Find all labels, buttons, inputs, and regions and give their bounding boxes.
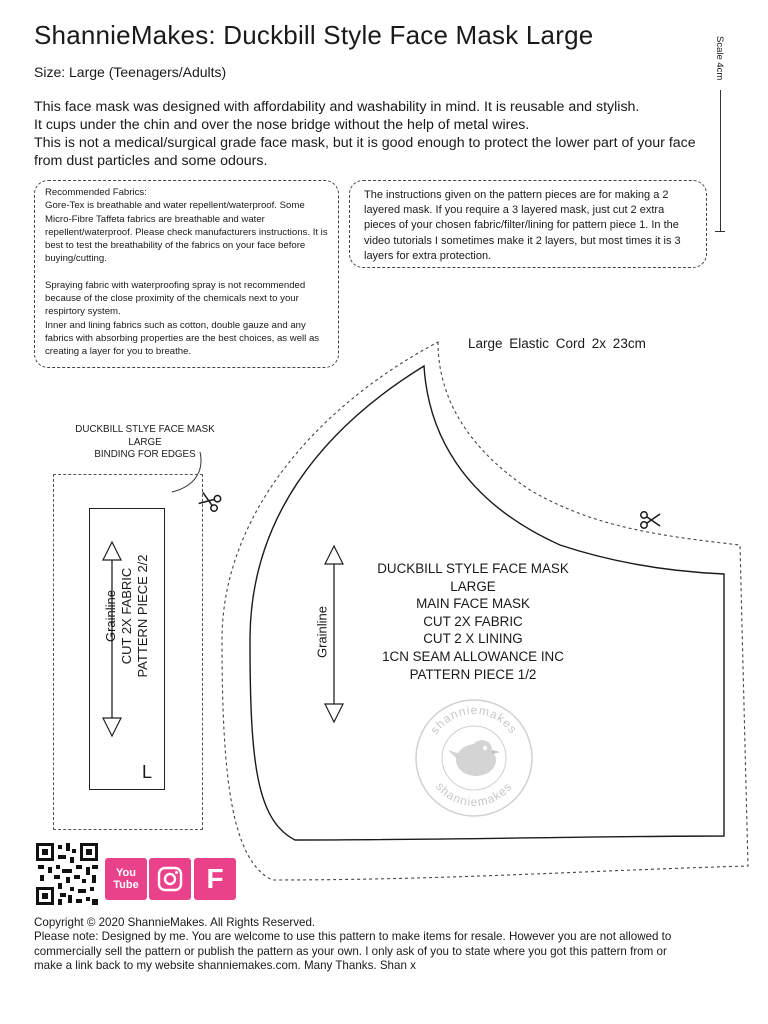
main-piece-label — [355, 560, 591, 683]
binding-caption-line: LARGE — [128, 436, 162, 448]
main-label-line: DUCKBILL STYLE FACE MASK — [377, 561, 569, 576]
main-label-line: 1CN SEAM ALLOWANCE INC — [382, 648, 564, 664]
svg-text:shanniemakes: shanniemakes — [427, 702, 521, 737]
main-grainline: Grainline — [314, 605, 330, 659]
shanniemakes-logo-watermark — [412, 696, 536, 820]
grainline-arrow-up-icon — [325, 546, 343, 564]
instructions-box: The instructions given on the pattern pieces are for making a 2 layered mask. If you require a 3 layered mask, just cut 2 extra pieces of your chosen fabric/filter/lining for pattern piece 1. In the video tutorials I sometimes make it 2 layers, but most times it is 3 layers for extra protection. — [349, 180, 707, 268]
intro-line: This is not a medical/surgical grade face mask, but it is good enough to protect the lower part of your face — [34, 135, 696, 151]
binding-piece-label — [103, 554, 151, 677]
main-label-line: CUT 2X FABRIC — [423, 613, 523, 629]
main-label-line: LARGE — [450, 578, 496, 594]
intro-text — [34, 98, 724, 170]
facebook-icon: F — [206, 863, 224, 894]
facebook-button[interactable] — [194, 858, 236, 900]
binding-caption-line: DUCKBILL STLYE FACE MASK — [75, 424, 215, 435]
page-title: ShannieMakes: Duckbill Style Face Mask Large — [34, 20, 594, 50]
scale-tick — [715, 231, 725, 232]
footer-line: Copyright © 2020 ShannieMakes. All Rights Reserved. — [34, 916, 316, 929]
youtube-button[interactable] — [105, 858, 147, 900]
main-label-line: MAIN FACE MASK — [416, 596, 530, 612]
binding-label-line: PATTERN PIECE 2/2 — [135, 554, 150, 678]
grainline-arrow-down-icon — [325, 704, 343, 722]
footer-copyright — [34, 916, 734, 973]
scale-line — [720, 90, 721, 232]
intro-line: from dust particles and some odours. — [34, 153, 268, 169]
svg-text:shanniemakes: shanniemakes — [433, 779, 515, 810]
intro-line: This face mask was designed with affordability and washability in mind. It is reusable and stylish. — [34, 99, 640, 115]
size-label: Size: Large (Teenagers/Adults) — [34, 64, 227, 80]
instagram-icon — [157, 866, 183, 892]
main-label-line: CUT 2 X LINING — [423, 631, 523, 647]
binding-label-line: CUT 2X FABRIC — [119, 567, 134, 665]
footer-line: make a link back to my website shanniemakes.com. Many Thanks. Shan x — [34, 958, 416, 972]
main-label-line: PATTERN PIECE 1/2 — [409, 666, 537, 682]
intro-line: It cups under the chin and over the nose bridge without the help of metal wires. — [34, 117, 530, 133]
fabrics-paragraph: Spraying fabric with waterproofing spray is not recommended because of the close proximity of the chemicals next to your respirtory system. — [45, 279, 306, 318]
youtube-icon: You Tube — [113, 867, 139, 891]
elastic-cord-note: Large Elastic Cord 2x 23cm — [468, 336, 646, 351]
fabrics-heading: Recommended Fabrics: — [45, 187, 147, 198]
binding-caption-line: BINDING FOR EDGES — [94, 449, 196, 461]
footer-line: Please note: Designed by me. You are welcome to use this pattern to make items for resale. However you are not allowed to — [34, 930, 672, 944]
qr-code[interactable] — [36, 843, 98, 905]
scissors-icon — [641, 512, 660, 528]
scale-indicator — [714, 36, 726, 232]
instagram-button[interactable] — [149, 858, 191, 900]
footer-line: commercially sell the pattern or publish the pattern as your own. I only ask of you to state where you got this pattern from or — [34, 944, 667, 958]
fabrics-paragraph: Inner and lining fabrics such as cotton, double gauze and any fabrics with absorbing properties are the best choices, as well as creating a layer for you to breathe. — [45, 319, 320, 358]
scale-label: Scale 4cm — [714, 36, 725, 81]
binding-grainline: Grainline — [103, 589, 118, 643]
fabrics-paragraph: Gore-Tex is breathable and water repellent/waterproof. Some Micro-Fibre Taffeta fabrics are breathable and water repellent/waterproof. Please check manufacturers instructions. It is best to test the breathability of the fabrics on your face before buying/cutting. — [45, 200, 328, 265]
binding-caption — [64, 424, 226, 462]
size-letter: L — [142, 762, 153, 782]
